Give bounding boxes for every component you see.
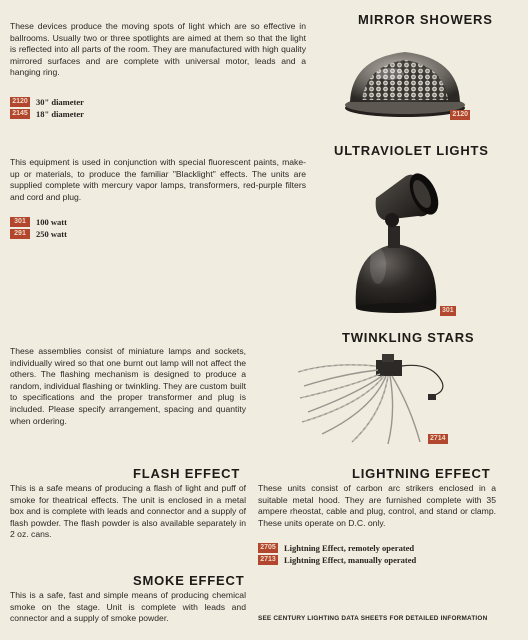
- item-row: [10, 96, 84, 108]
- item-label: Lightning Effect, remotely operated: [284, 543, 415, 553]
- item-row: [258, 542, 416, 554]
- mirror-showers-items: [10, 96, 84, 120]
- lightning-effect-heading: LIGHTNING EFFECT: [352, 466, 491, 481]
- image-code-badge: 301: [442, 307, 454, 314]
- flash-effect-heading: FLASH EFFECT: [133, 466, 241, 481]
- item-row: [10, 228, 67, 240]
- footer-note: SEE CENTURY LIGHTING DATA SHEETS FOR DETAILED INFORMATION: [258, 615, 488, 622]
- item-code: 2120: [10, 97, 30, 107]
- item-code: 301: [10, 217, 30, 227]
- item-code: 2145: [10, 109, 30, 119]
- lightning-effect-items: [258, 542, 416, 566]
- smoke-effect-description: This is a safe, fast and simple means of producing chemical smoke on the stage. Unit is complete with leads and connector and a supply of smoke powder.: [10, 590, 246, 624]
- item-row: [258, 554, 416, 566]
- flash-effect-description: This is a safe means of producing a flash of light and puff of smoke for theatrical effects. The unit is enclosed in a metal box and is complete with leads and connector and a supply of flash powder. The flash powder is also available separately in 2 oz. cans.: [10, 483, 246, 540]
- twinkling-stars-description: These assemblies consist of miniature lamps and sockets, individually wired so that one burnt out lamp will not affect the others. The flashing mechanism is designed to produce a random, individual flashing or twinkling. They are custom built to specifications and the proper transformer and plug is included. Please specify arrangement, spacing and quantity when ordering.: [10, 346, 246, 426]
- item-label: 30" diameter: [36, 97, 84, 107]
- smoke-effect-heading: SMOKE EFFECT: [133, 573, 245, 588]
- ultraviolet-lights-description: This equipment is used in conjunction with special fluorescent paints, make-up or materials, to produce the familiar "Blacklight" effects. The units are supplied complete with mercury vapor lamps, transformers, red-purple filters and cord and plug.: [10, 157, 306, 202]
- item-code: 291: [10, 229, 30, 239]
- mirror-showers-heading: MIRROR SHOWERS: [358, 12, 493, 27]
- item-label: 18" diameter: [36, 109, 84, 119]
- item-code: 2705: [258, 543, 278, 553]
- item-row: [10, 216, 67, 228]
- image-code-badge: 2120: [452, 111, 468, 118]
- twinkling-stars-heading: TWINKLING STARS: [342, 330, 475, 345]
- item-row: [10, 108, 84, 120]
- twinkling-stars-image: [292, 352, 474, 448]
- ultraviolet-lights-items: [10, 216, 67, 240]
- mirror-showers-description: These devices produce the moving spots of light which are so effective in ballrooms. Usually two or three spotlights are aimed at them so that the light is reflected into all parts of the room. They are manufactured with high quality mirrored surfaces and are complete with universal motor, leads and a hanging ring.: [10, 21, 306, 78]
- mirror-ball-image: [340, 38, 470, 122]
- ultraviolet-lamp-image: [336, 158, 472, 320]
- item-code: 2713: [258, 555, 278, 565]
- item-label: 250 watt: [36, 229, 67, 239]
- item-label: Lightning Effect, manually operated: [284, 555, 417, 565]
- lightning-effect-description: These units consist of carbon arc strikers enclosed in a suitable metal hood. They are furnished complete with 35 ampere rheostat, cable and plug, control, and stand or clamp. These units operate on D.C. only.: [258, 483, 496, 528]
- item-label: 100 watt: [36, 217, 67, 227]
- ultraviolet-lights-heading: ULTRAVIOLET LIGHTS: [334, 143, 489, 158]
- image-code-badge: 2714: [430, 435, 446, 442]
